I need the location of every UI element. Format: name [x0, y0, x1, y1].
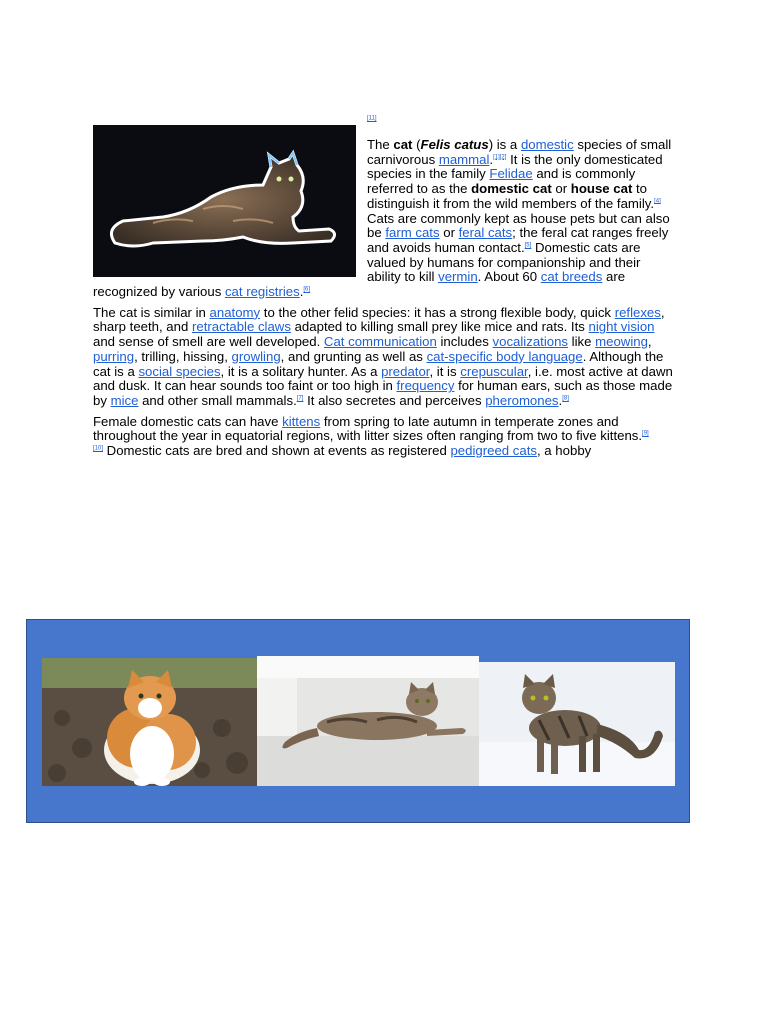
paragraph-reproduction: Female domestic cats can have kittens from spring to late autumn in temperate zones and throughout the year in equatorial regions, with litter sizes often ranging from two to five kittens.[9] [10] Domestic cats are bred and shown at events as registered pedigreed cats, a hobby	[93, 413, 649, 459]
link-reflexes[interactable]: reflexes	[614, 304, 661, 320]
link-feral-cats[interactable]: feral cats	[458, 225, 513, 241]
article-body	[93, 115, 676, 465]
link-body-language[interactable]: cat-specific body language	[426, 348, 583, 364]
link-meowing[interactable]: meowing	[595, 334, 648, 350]
link-cat-registries[interactable]: cat registries	[224, 284, 300, 300]
photo-tabby-cat-lying	[257, 656, 479, 786]
reference[interactable]: [1][2]	[493, 154, 507, 161]
photo-orange-white-cat	[42, 658, 257, 786]
paragraph-anatomy: The cat is similar in anatomy to the other felid species: it has a strong flexible body, quick reflexes, sharp teeth, and retractable claws adapted to killing small prey like mice and rats. Its night vision and sense of smell are well developed. Cat communication includes vocalizations like meowing, purring, trilling, hissing, growling, and grunting as well as cat-specific body language. Although the cat is a social species, it is a solitary hunter. As a predator, it is crepuscular, i.e. most active at dawn and dusk. It can hear sounds too faint or too high in frequency for human ears, such as those made by mice and other small mammals.[7] It also secretes and perceives pheromones.[8]	[93, 304, 673, 408]
top-reference[interactable]: [11]	[367, 115, 377, 122]
paragraph-intro: The cat (Felis catus) is a domestic species of small carnivorous mammal.[1][2] It is the only domesticated species in the family Felidae and is commonly referred to as the domestic cat or house cat to distinguish it from the wild members of the family.[4] Cats are commonly kept as house pets but can also be farm cats or feral cats; the feral cat ranges freely and avoids human contact.[5] Domestic cats are valued by humans for companionship and their ability to kill vermin. About 60 cat breeds are recognized by various cat registries.[6]	[93, 137, 672, 300]
glowing-cat-drawing	[93, 125, 356, 277]
link-mammal[interactable]: mammal	[438, 151, 490, 167]
reference[interactable]: [7]	[296, 395, 304, 402]
cat-photo-banner	[26, 619, 690, 823]
link-cat-breeds[interactable]: cat breeds	[540, 269, 603, 285]
link-anatomy[interactable]: anatomy	[209, 304, 261, 320]
link-retractable-claws[interactable]: retractable claws	[191, 319, 291, 335]
hero-cat-image	[93, 125, 356, 277]
reference[interactable]: [5]	[524, 242, 532, 249]
link-pheromones[interactable]: pheromones	[485, 392, 559, 408]
link-purring[interactable]: purring	[93, 348, 135, 364]
link-mice[interactable]: mice	[110, 392, 139, 408]
link-growling[interactable]: growling	[231, 348, 281, 364]
link-farm-cats[interactable]: farm cats	[385, 225, 440, 241]
reference[interactable]: [10]	[93, 445, 104, 452]
link-night-vision[interactable]: night vision	[588, 319, 655, 335]
link-cat-communication[interactable]: Cat communication	[323, 334, 437, 350]
link-predator[interactable]: predator	[381, 363, 430, 379]
link-domestic[interactable]: domestic	[520, 137, 574, 152]
photo-tabby-cat-snow	[479, 662, 675, 786]
reference[interactable]: [4]	[654, 198, 661, 205]
link-social-species[interactable]: social species	[138, 363, 221, 379]
link-frequency[interactable]: frequency	[396, 378, 455, 394]
reference[interactable]: [8]	[562, 395, 569, 402]
reference[interactable]: [6]	[303, 286, 311, 293]
reference[interactable]: [9]	[642, 430, 649, 437]
link-felidae[interactable]: Felidae	[489, 166, 533, 182]
link-crepuscular[interactable]: crepuscular	[460, 363, 528, 379]
link-vermin[interactable]: vermin	[438, 269, 478, 285]
link-kittens[interactable]: kittens	[282, 413, 321, 429]
link-vocalizations[interactable]: vocalizations	[492, 334, 569, 350]
link-pedigreed-cats[interactable]: pedigreed cats	[450, 443, 537, 459]
